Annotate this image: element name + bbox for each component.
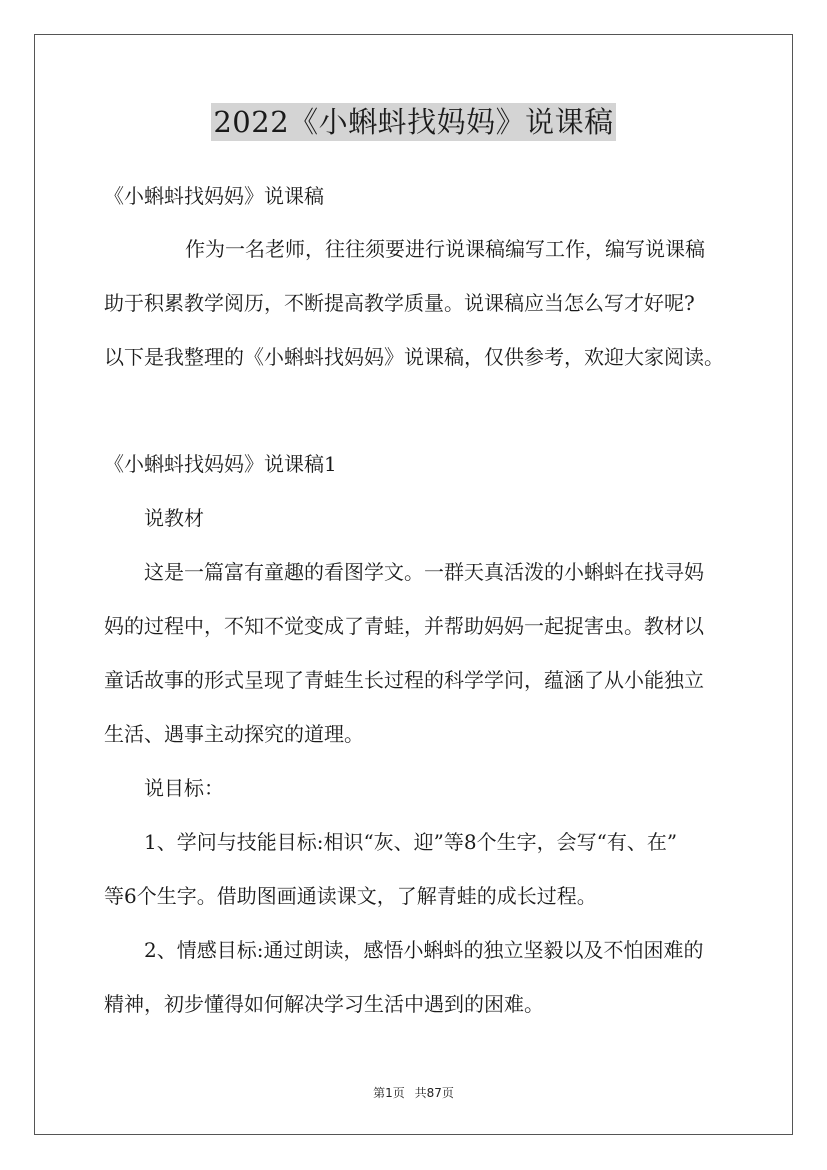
- paragraph-line: 1、学问与技能目标:相识“灰、迎”等8个生字，会写“有、在”: [144, 830, 678, 854]
- section-heading: 《小蝌蚪找妈妈》说课稿1: [104, 452, 337, 476]
- paragraph-line: 精神，初步懂得如何解决学习生活中遇到的困难。: [104, 992, 544, 1016]
- paragraph-line: 助于积累教学阅历，不断提高教学质量。说课稿应当怎么写才好呢?: [104, 291, 695, 315]
- title-container: [0, 103, 827, 141]
- paragraph-line: 童话故事的形式呈现了青蛙生长过程的科学学问，蕴涵了从小能独立: [104, 668, 704, 692]
- page-number: 第1页: [373, 1086, 405, 1100]
- paragraph-line: 生活、遇事主动探究的道理。: [104, 722, 364, 746]
- paragraph-line: 作为一名老师，往往须要进行说课稿编写工作，编写说课稿: [185, 237, 705, 261]
- subtitle-line: 《小蝌蚪找妈妈》说课稿: [104, 184, 324, 208]
- document-title: 2022《小蝌蚪找妈妈》说课稿: [213, 105, 614, 139]
- paragraph-line: 等6个生字。借助图画通读课文，了解青蛙的成长过程。: [104, 884, 597, 908]
- subheading: 说教材: [144, 506, 204, 530]
- page-footer: [0, 1084, 827, 1101]
- paragraph-line: 以下是我整理的《小蝌蚪找妈妈》说课稿，仅供参考，欢迎大家阅读。: [104, 345, 724, 369]
- paragraph-line: 这是一篇富有童趣的看图学文。一群天真活泼的小蝌蚪在找寻妈: [144, 560, 704, 584]
- page-total: 共87页: [414, 1086, 454, 1100]
- paragraph-line: 妈的过程中，不知不觉变成了青蛙，并帮助妈妈一起捉害虫。教材以: [104, 614, 704, 638]
- paragraph-line: 2、情感目标:通过朗读，感悟小蝌蚪的独立坚毅以及不怕困难的: [144, 938, 704, 962]
- subheading: 说目标：: [144, 776, 224, 800]
